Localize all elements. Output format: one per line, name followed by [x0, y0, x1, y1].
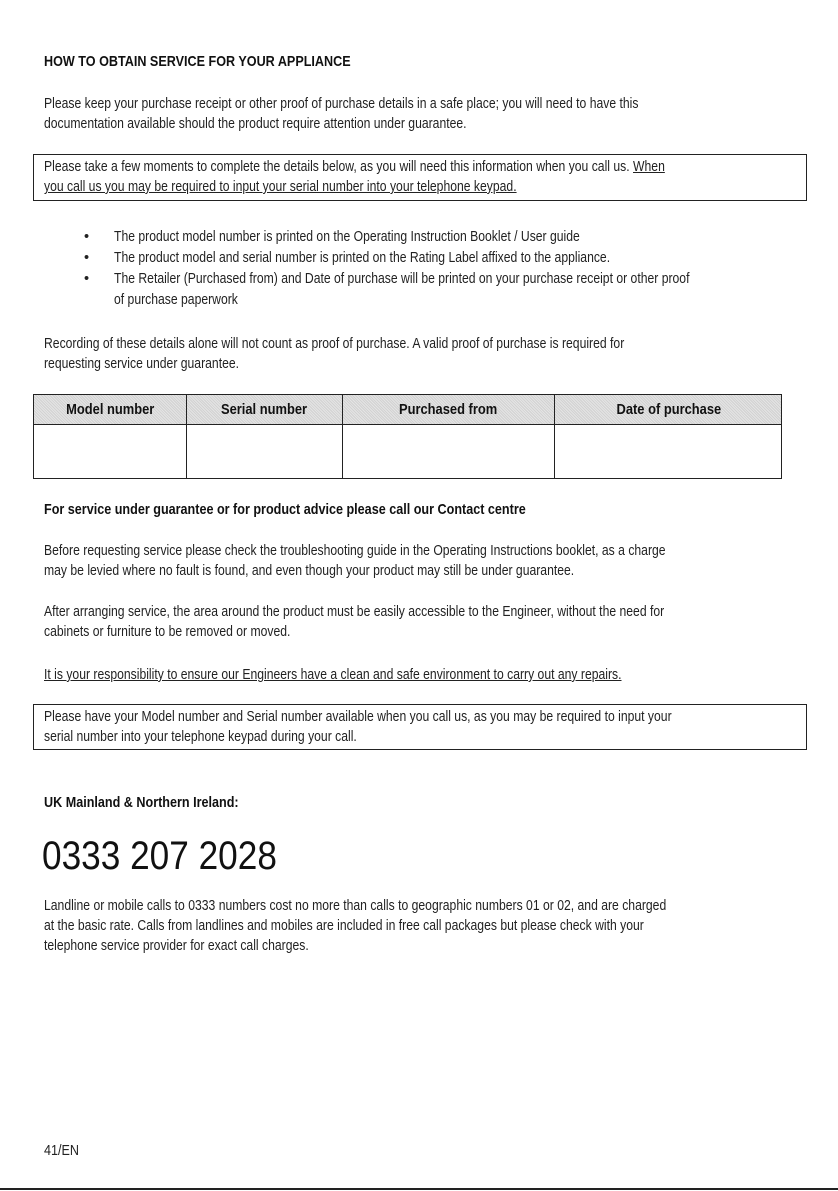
purchased-from-cell[interactable] [343, 425, 554, 479]
bullet-icon: • [84, 271, 90, 287]
header-serial-number: Serial number [221, 401, 308, 418]
service-page: HOW TO OBTAIN SERVICE FOR YOUR APPLIANCE Please keep your purchase receipt or other proof of purchase details in a safe place; you will need to have this documentation available should the product require attention under guarantee. Please take a few moments to complete the details below, as you will need this information when you call us. When you call us you may be required to input your serial number into your telephone keypad. • The product model number is printed on the Operating Instruction Booklet / User guide • The product model and serial number is printed on the Rating Label affixed to the appliance. • The Retailer (Purchased from) and Date of purchase will be printed on your purchase receipt or other proof of purchase paperwork Recording of these details alone will not count as proof of purchase. A valid proof of purchase is required for requesting service under guarantee. Model number Serial number Purchased from Date of purchase For service under guarantee or for product advice please call our Contact centre Before requesting service please check the troubleshooting guide in the Operating Instructions booklet, as a charge may be levied where no fault is found, and even though your product may still be under guarantee. After arranging service, the area around the product must be easily accessible to the Engineer, without the need for cabinets or furniture to be removed or moved. It is your responsibility to ensure our Engineers have a clean and safe environment to carry out any repairs. Please have your Model number and Serial number available when you call us, as you may be required to input your serial number into your telephone keypad during your call. UK Mainland & Northern Ireland: 0333 207 2028 Landline or mobile calls to 0333 numbers cost no more than calls to geographic numbers 01 or 02, and are charged at the basic rate. Calls from landlines and mobiles are included in free call packages but please check with your telephone service provider for exact call charges. 41/EN [0, 0, 838, 1191]
keypad-info-box: Please have your Model number and Serial number available when you call us, as you may be required to input your serial number into your telephone keypad during your call. [33, 704, 807, 750]
call-charges-paragraph: Landline or mobile calls to 0333 numbers cost no more than calls to geographic numbers 01 or 02, and are charged at the basic rate. Calls from landlines and mobiles are included in free call packages but please check with your telephone service provider for exact call charges. [44, 898, 667, 954]
header-model-number: Model number [65, 401, 155, 418]
service-heading: For service under guarantee or for product advice please call our Contact centre [44, 501, 526, 518]
details-box-line-1: Please take a few moments to complete the details below, as you will need this information when you call us. When [44, 159, 665, 175]
contact-phone-number[interactable]: 0333 207 2028 [42, 834, 277, 878]
header-purchased-from: Purchased from [399, 401, 498, 418]
header-date-of-purchase: Date of purchase [616, 401, 721, 418]
bullet-icon: • [84, 250, 90, 266]
intro-paragraph [44, 94, 752, 134]
before-paragraph: Before requesting service please check the troubleshooting guide in the Operating Instructions booklet, as a charge may be levied where no fault is found, and even though your product may still be under guarantee. [44, 543, 666, 579]
bottom-rule [0, 1188, 838, 1190]
responsibility-notice: It is your responsibility to ensure our Engineers have a clean and safe environment to carry out any repairs. [44, 667, 622, 683]
model-number-cell[interactable] [34, 425, 186, 479]
serial-number-cell[interactable] [187, 425, 342, 479]
page-number: 41/EN [44, 1142, 80, 1159]
date-of-purchase-cell[interactable] [555, 425, 782, 479]
region-heading: UK Mainland & Northern Ireland: [44, 794, 239, 811]
details-info-box [33, 154, 807, 201]
after-paragraph: After arranging service, the area around the product must be easily accessible to the Engineer, without the need for cabinets or furniture to be removed or moved. [44, 604, 665, 640]
recording-paragraph: Recording of these details alone will not count as proof of purchase. A valid proof of purchase is required for requesting service under guarantee. [44, 336, 625, 372]
main-heading: HOW TO OBTAIN SERVICE FOR YOUR APPLIANCE [44, 53, 351, 70]
purchase-details-table [33, 394, 782, 479]
intro-line-2: documentation available should the product require attention under guarantee. [44, 116, 467, 132]
bullet-icon: • [84, 229, 90, 245]
intro-line-1: Please keep your purchase receipt or other proof of purchase details in a safe place; you will need to have this [44, 96, 639, 112]
details-box-line-2: you call us you may be required to input your serial number into your telephone keypad. [44, 179, 517, 195]
